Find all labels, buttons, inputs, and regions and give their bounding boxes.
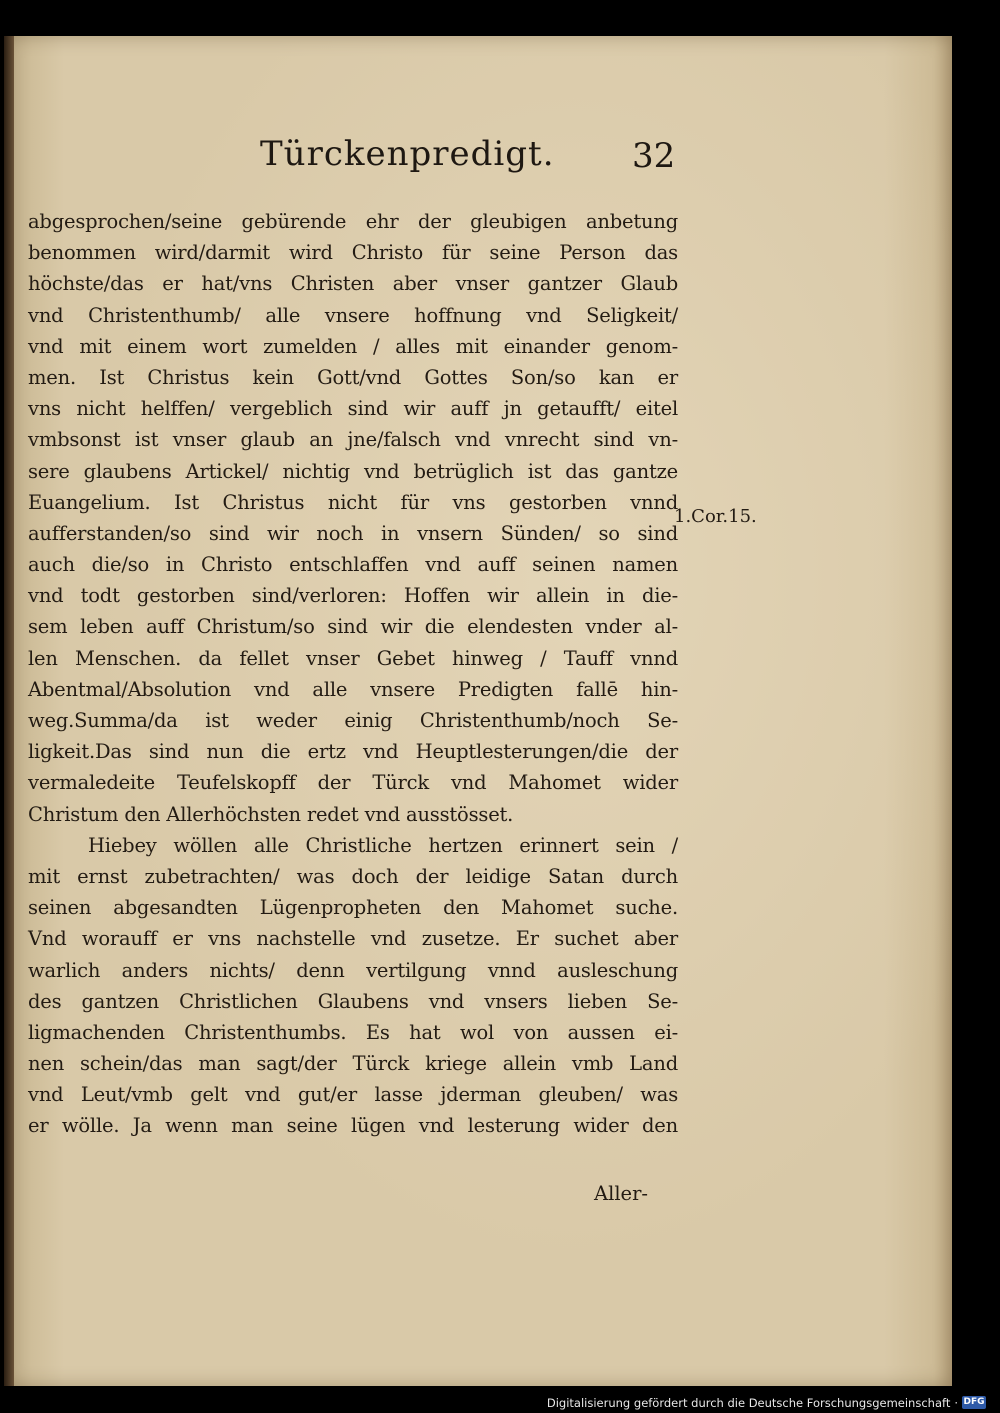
credit-text: Digitalisierung gefördert durch die Deutsche Forschungsgemeinschaft [546, 1396, 951, 1410]
text-line: Abentmal/Absolution vnd alle vnsere Predigten fallē hin- [28, 677, 678, 701]
text-line: aufferstanden/so sind wir noch in vnsern Sünden/ so sind [28, 521, 678, 545]
text-line: sem leben auff Christum/so sind wir die elendesten vnder al- [28, 615, 678, 639]
marginal-note: 1.Cor.15. [674, 506, 757, 527]
text-line: ligmachenden Christenthumbs. Es hat wol von aussen ei- [28, 1020, 678, 1044]
text-line: er wölle. Ja wenn man seine lügen vnd lesterung wider den [28, 1114, 678, 1138]
text-line: sere glaubens Artickel/ nichtig vnd betrüglich ist das gantze [28, 459, 678, 483]
catchword: Aller- [594, 1182, 649, 1205]
page-header [4, 134, 952, 194]
text-line: Hiebey wöllen alle Christliche hertzen erinnert sein / [88, 833, 678, 857]
text-line: Christum den Allerhöchsten redet vnd ausstösset. [28, 802, 514, 826]
digitization-credit [547, 1396, 958, 1410]
text-line: vmbsonst ist vnser glaub an jne/falsch vnd vnrecht sind vn- [28, 428, 678, 452]
text-line: vermaledeite Teufelskopff der Türck vnd Mahomet wider [28, 771, 678, 795]
dfg-logo: DFG [963, 1397, 985, 1407]
text-line: mit ernst zubetrachten/ was doch der leidige Satan durch [28, 864, 678, 888]
text-line: höchste/das er hat/vns Christen aber vnser gantzer Glaub [28, 272, 678, 296]
text-line: men. Ist Christus kein Gott/vnd Gottes Son/so kan er [28, 365, 678, 389]
separator-dot: · [954, 1396, 958, 1410]
text-line: des gantzen Christlichen Glaubens vnd vnsers lieben Se- [28, 989, 678, 1013]
text-line: weg.Summa/da ist weder einig Christenthumb/noch Se- [28, 709, 678, 732]
text-line: vns nicht helffen/ vergeblich sind wir auff jn getaufft/ eitel [28, 397, 678, 421]
page-number: 32 [632, 136, 676, 176]
text-line: benommen wird/darmit wird Christo für seine Person das [28, 241, 678, 265]
text-line: vnd todt gestorben sind/verloren: Hoffen wir allein in die- [28, 584, 678, 608]
text-line: Euangelium. Ist Christus nicht für vns gestorben vnnd [28, 490, 678, 514]
text-line: vnd Christenthumb/ alle vnsere hoffnung vnd Seligkeit/ [28, 303, 678, 327]
text-line: seinen abgesandten Lügenpropheten den Mahomet suche. [28, 896, 678, 920]
text-line: abgesprochen/seine gebürende ehr der gleubigen anbetung [28, 210, 678, 233]
body-text [28, 206, 678, 1142]
text-line: warlich anders nichts/ denn vertilgung vnnd ausleschung [28, 958, 678, 982]
scanned-page [4, 36, 952, 1386]
text-line: ligkeit.Das sind nun die ertz vnd Heuptlesterungen/die der [28, 740, 678, 764]
text-line: len Menschen. da fellet vnser Gebet hinweg / Tauff vnnd [28, 646, 678, 670]
text-line: vnd mit einem wort zumelden / alles mit einander genom- [28, 334, 678, 358]
text-line: auch die/so in Christo entschlaffen vnd auff seinen namen [28, 553, 678, 577]
text-line: nen schein/das man sagt/der Türck kriege allein vmb Land [28, 1052, 678, 1076]
text-line: Vnd worauff er vns nachstelle vnd zusetze. Er suchet aber [28, 927, 678, 951]
book-spine [4, 36, 14, 1386]
running-title: Türckenpredigt. [260, 134, 555, 174]
text-line: vnd Leut/vmb gelt vnd gut/er lasse jderman gleuben/ was [28, 1083, 678, 1107]
